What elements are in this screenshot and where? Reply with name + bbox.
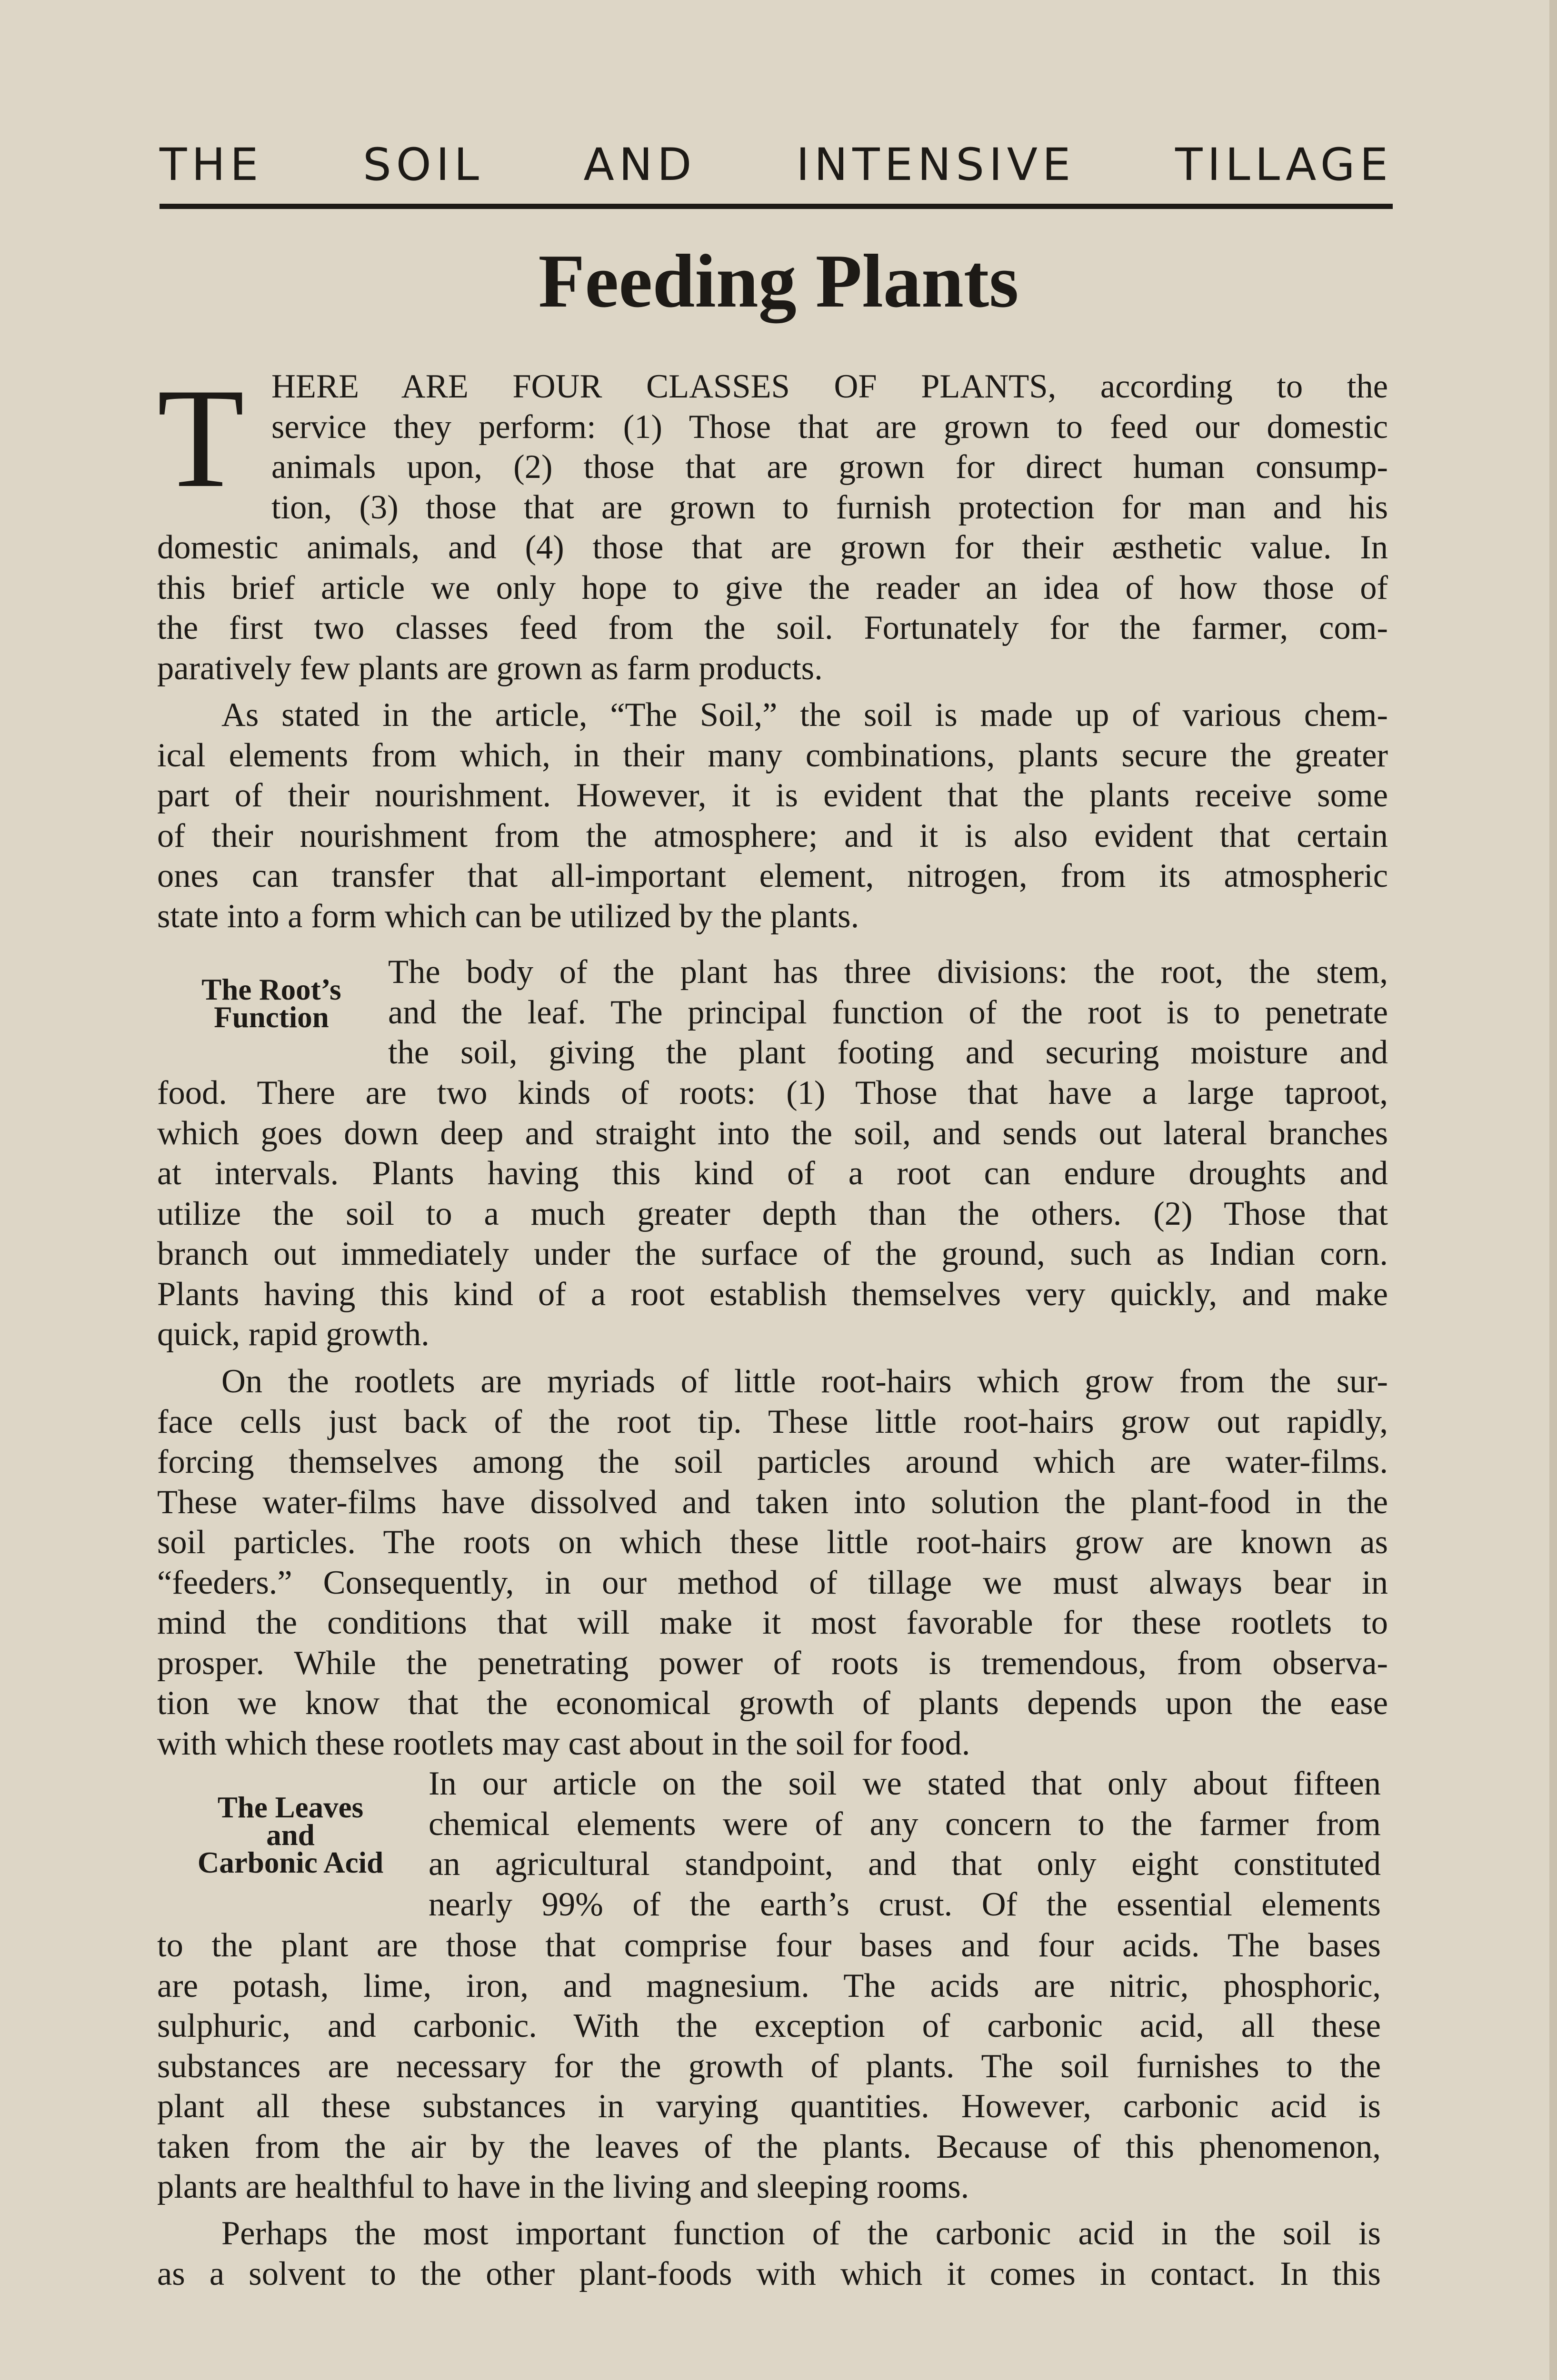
side-head-line: The Root’s — [201, 973, 341, 1006]
paragraph-2 — [157, 695, 1388, 936]
text-line: On the rootlets are myriads of little root-hairs which grow from the sur- — [221, 1363, 1388, 1400]
intro-line: tion, (3) those that are grown to furnish protection for man and his — [271, 488, 1388, 526]
text-line: the first two classes feed from the soil. Fortunately for the farmer, com- — [157, 609, 1388, 646]
text-line: utilize the soil to a much greater depth than the others. (2) Those that — [157, 1195, 1388, 1232]
leaves-paragraph — [157, 1925, 1381, 2207]
side-head-roots — [167, 973, 376, 1034]
leaves-wrap-block — [429, 1764, 1381, 1924]
text-line: to the plant are those that comprise four bases and four acids. The bases — [157, 1927, 1381, 1964]
text-line: chemical elements were of any concern to the farmer from — [429, 1805, 1381, 1843]
text-line: face cells just back of the root tip. These little root-hairs grow out rapidly, — [157, 1403, 1388, 1440]
text-line: an agricultural standpoint, and that only eight constituted — [429, 1845, 1381, 1883]
text-line: are potash, lime, iron, and magnesium. The acids are nitric, phosphoric, — [157, 1967, 1381, 2004]
drop-cap: T — [157, 359, 245, 517]
text-line: prosper. While the penetrating power of roots is tremendous, from observa- — [157, 1644, 1388, 1682]
text-line: food. There are two kinds of roots: (1) Those that have a large taproot, — [157, 1074, 1388, 1111]
final-paragraph — [157, 2213, 1381, 2294]
text-line: mind the conditions that will make it most favorable for these rootlets to — [157, 1604, 1388, 1641]
intro-block — [271, 367, 1388, 527]
article-title: Feeding Plants — [538, 238, 1019, 323]
text-line: and the leaf. The principal function of the root is to penetrate — [388, 993, 1388, 1031]
text-line: plants are healthful to have in the living and sleeping rooms. — [157, 2168, 969, 2205]
text-line: ones can transfer that all-important element, nitrogen, from its atmospheric — [157, 857, 1388, 894]
text-line: In our article on the soil we stated that only about fifteen — [429, 1765, 1381, 1802]
side-head-line: Function — [214, 1001, 329, 1034]
text-line: the soil, giving the plant footing and securing moisture and — [388, 1034, 1388, 1071]
intro-line: service they perform: (1) Those that are grown to feed our domestic — [271, 408, 1388, 446]
header-rule — [160, 204, 1393, 209]
page-edge — [1549, 0, 1557, 2380]
text-line: Plants having this kind of a root establish themselves very quickly, and make — [157, 1275, 1388, 1313]
text-line: as a solvent to the other plant-foods with which it comes in contact. In this — [157, 2255, 1381, 2292]
roots-paragraph — [157, 1073, 1388, 1355]
text-line: forcing themselves among the soil particles around which are water-films. — [157, 1443, 1388, 1480]
text-line: Perhaps the most important function of the carbonic acid in the soil is — [221, 2215, 1381, 2252]
intro-line: animals upon, (2) those that are grown for direct human consump- — [271, 448, 1388, 486]
text-line: soil particles. The roots on which these little root-hairs grow are known as — [157, 1524, 1388, 1561]
text-line: quick, rapid growth. — [157, 1316, 429, 1353]
roots-wrap-block — [388, 952, 1388, 1073]
text-line: branch out immediately under the surface of the ground, such as Indian corn. — [157, 1235, 1388, 1272]
side-head-leaves — [162, 1791, 419, 1879]
text-line: “feeders.” Consequently, in our method of tillage we must always bear in — [157, 1564, 1388, 1601]
text-line: domestic animals, and (4) those that are grown for their æsthetic value. In — [157, 529, 1388, 566]
side-head-line: Carbonic Acid — [197, 1846, 384, 1879]
text-line: nearly 99% of the earth’s crust. Of the essential elements — [429, 1885, 1381, 1923]
text-line: sulphuric, and carbonic. With the exception of carbonic acid, all these — [157, 2007, 1381, 2044]
text-line: These water-films have dissolved and taken into solution the plant-food in the — [157, 1483, 1388, 1521]
text-line: tion we know that the economical growth of plants depends upon the ease — [157, 1685, 1388, 1722]
side-head-line: and — [266, 1818, 315, 1852]
text-line: The body of the plant has three divisions: the root, the stem, — [388, 953, 1388, 991]
text-line: ical elements from which, in their many combinations, plants secure the greater — [157, 736, 1388, 774]
text-line: part of their nourishment. However, it is evident that the plants receive some — [157, 777, 1388, 814]
text-line: with which these rootlets may cast about in the soil for food. — [157, 1725, 970, 1762]
rootlets-paragraph — [157, 1361, 1388, 1764]
text-line: state into a form which can be utilized by the plants. — [157, 897, 859, 935]
text-line: taken from the air by the leaves of the plants. Because of this phenomenon, — [157, 2128, 1381, 2165]
intro-line: HERE ARE FOUR CLASSES OF PLANTS, according to the — [271, 368, 1388, 405]
running-head: THE SOIL AND INTENSIVE TILLAGE — [160, 139, 1393, 191]
text-line: plant all these substances in varying quantities. However, carbonic acid is — [157, 2088, 1381, 2125]
text-line: this brief article we only hope to give the reader an idea of how those of — [157, 569, 1388, 606]
paragraph-1 — [157, 527, 1388, 688]
text-line: at intervals. Plants having this kind of a root can endure droughts and — [157, 1155, 1388, 1192]
text-line: paratively few plants are grown as farm products. — [157, 649, 823, 687]
side-head-line: The Leaves — [217, 1791, 364, 1824]
text-line: As stated in the article, “The Soil,” the soil is made up of various chem- — [221, 696, 1388, 734]
text-line: substances are necessary for the growth of plants. The soil furnishes to the — [157, 2047, 1381, 2085]
text-line: of their nourishment from the atmosphere; and it is also evident that certain — [157, 817, 1388, 854]
text-line: which goes down deep and straight into the soil, and sends out lateral branches — [157, 1114, 1388, 1152]
